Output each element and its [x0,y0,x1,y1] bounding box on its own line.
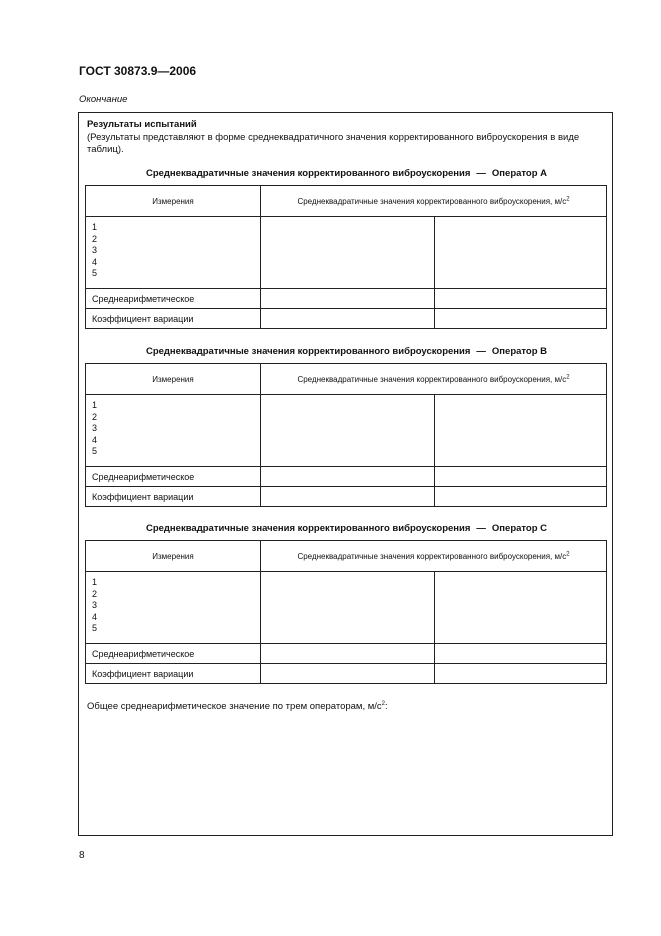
measurement-number: 4 [92,434,98,445]
general-mean-colon: : [385,701,388,712]
table-operator-c [85,540,607,684]
table-caption-operator: Оператор А [491,168,548,179]
measurement-number: 2 [92,588,98,599]
value-cell [435,664,607,684]
measurement-number: 5 [92,623,98,634]
measurement-number: 4 [92,611,98,622]
measurement-number: 1 [92,400,98,410]
table-caption-main: Среднеквадратичные значения корректированного виброускорения [145,168,471,179]
column-header-measurements: Измерения [86,541,261,572]
measurements-cell [86,217,261,289]
value-cell [435,309,607,329]
value-cell [261,644,435,664]
column-header-measurements: Измерения [86,364,261,395]
measurements-cell [86,395,261,467]
table-operator-b [85,363,607,507]
table-caption-operator: Оператор С [491,523,548,534]
value-cell [261,572,435,644]
table-caption-main: Среднеквадратичные значения корректированного виброускорения [145,346,471,357]
value-cell [435,487,607,507]
measurements-cell [86,572,261,644]
column-header-values [261,541,607,572]
value-cell [261,487,435,507]
row-label-mean: Среднеарифметическое [86,289,261,309]
row-label-mean: Среднеарифметическое [86,644,261,664]
column-header-values-text: Среднеквадратичные значения корректированного виброускорения, м/с [297,551,567,561]
column-header-values [261,186,607,217]
table-caption-main: Среднеквадратичные значения корректированного виброускорения [145,523,471,534]
value-cell [261,395,435,467]
row-label-mean: Среднеарифметическое [86,467,261,487]
value-cell [435,289,607,309]
row-label-cv: Коэффициент вариации [86,487,261,507]
value-cell [435,217,607,289]
measurement-number: 5 [92,268,98,279]
table-c-caption: Среднеквадратичные значения корректированного виброускорения — Оператор С [145,523,548,534]
table-b-caption: Среднеквадратичные значения корректированного виброускорения — Оператор В [145,346,548,357]
measurement-number: 5 [92,446,98,457]
table-operator-a [85,185,607,329]
value-cell [435,572,607,644]
unit-exponent: 2 [566,195,570,202]
value-cell [261,309,435,329]
value-cell [435,467,607,487]
results-frame [78,112,613,836]
measurement-number: 3 [92,245,98,256]
document-header: ГОСТ 30873.9—2006 [79,64,197,78]
unit-exponent: 2 [566,550,570,557]
unit-exponent: 2 [566,373,570,380]
continuation-label: Окончание [79,94,128,105]
measurement-number: 3 [92,600,98,611]
column-header-values [261,364,607,395]
results-title: Результаты испытаний [87,119,197,130]
measurement-number: 2 [92,411,98,422]
measurement-number: 4 [92,256,98,267]
row-label-cv: Коэффициент вариации [86,309,261,329]
value-cell [435,644,607,664]
measurement-number: 2 [92,233,98,244]
general-mean-text: Общее среднеарифметическое значение по трем операторам, м/с [87,701,382,712]
value-cell [261,289,435,309]
results-note: (Результаты представляют в форме среднеквадратичного значения корректированного виброускорения в виде таблиц). [87,132,580,155]
measurement-number: 3 [92,423,98,434]
value-cell [261,467,435,487]
table-caption-operator: Оператор В [491,346,548,357]
value-cell [261,664,435,684]
value-cell [435,395,607,467]
unit-exponent: 2 [381,700,386,707]
column-header-values-text: Среднеквадратичные значения корректированного виброускорения, м/с [297,374,567,384]
measurement-number: 1 [92,577,98,587]
column-header-values-text: Среднеквадратичные значения корректированного виброускорения, м/с [297,196,567,206]
table-a-caption: Среднеквадратичные значения корректированного виброускорения — Оператор А [145,168,548,179]
column-header-measurements: Измерения [86,186,261,217]
measurement-number: 1 [92,222,98,232]
row-label-cv: Коэффициент вариации [86,664,261,684]
value-cell [261,217,435,289]
page-number: 8 [79,850,85,861]
general-mean-label [87,701,388,712]
